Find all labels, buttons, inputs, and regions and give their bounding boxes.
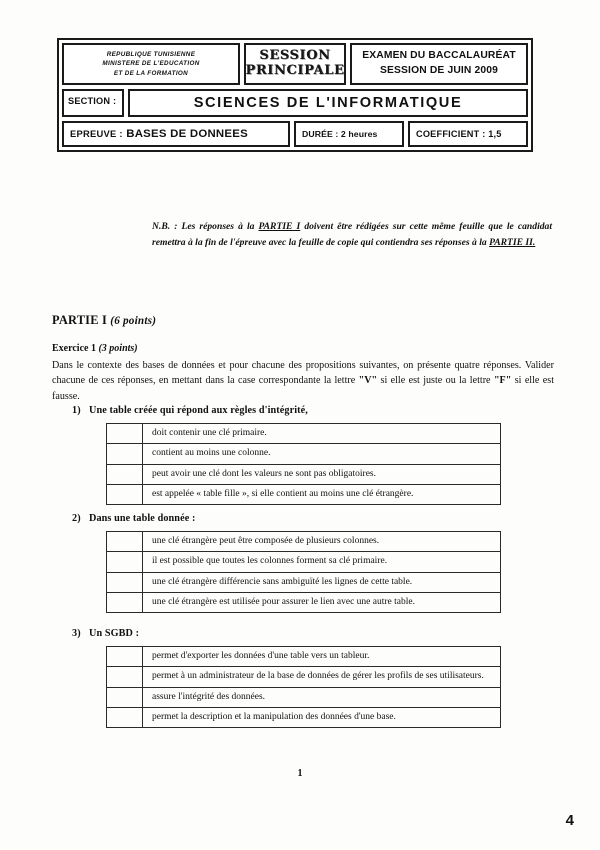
answer-text: permet la description et la manipulation des données d'une base. — [143, 707, 501, 727]
table-row — [107, 464, 501, 484]
section-value: SCIENCES DE L'INFORMATIQUE — [193, 94, 463, 111]
answer-checkbox-cell[interactable] — [107, 687, 143, 707]
epreuve-label: EPREUVE : — [70, 127, 123, 139]
answer-text: doit contenir une clé primaire. — [143, 424, 501, 444]
intro-text-a: Dans le contexte des bases de données et pour chacune des propositions suivantes, on présente quatre réponses. Valider chacune de ces réponses, en mettant dans la case correspondante la lettre — [52, 360, 554, 387]
page-number: 1 — [297, 768, 303, 779]
partie-title-text: PARTIE I — [52, 313, 107, 327]
partie-points: (6 points) — [110, 315, 157, 327]
table-row — [107, 484, 501, 504]
table-row — [107, 424, 501, 444]
answer-text: assure l'intégrité des données. — [143, 687, 501, 707]
nb-note — [152, 219, 552, 250]
nb-label: N.B. : — [152, 221, 178, 232]
question-1-number: 1) — [72, 405, 81, 416]
ministry-cell — [62, 43, 240, 85]
answer-checkbox-cell[interactable] — [107, 552, 143, 572]
section-label-cell — [62, 89, 124, 117]
answer-text: une clé étrangère différencie sans ambiguïté les lignes de cette table. — [143, 572, 501, 592]
answer-checkbox-cell[interactable] — [107, 647, 143, 667]
ministry-line-2: MINISTERE DE L'EDUCATION — [102, 60, 200, 68]
question-1-prompt — [72, 405, 504, 416]
question-2 — [72, 513, 504, 613]
table-row — [107, 707, 501, 727]
corner-page-number: 4 — [565, 812, 574, 829]
answer-checkbox-cell[interactable] — [107, 464, 143, 484]
session-cell — [244, 43, 346, 85]
answer-text: peut avoir une clé dont les valeurs ne sont pas obligatoires. — [143, 464, 501, 484]
partie-heading — [52, 313, 156, 328]
answer-checkbox-cell[interactable] — [107, 592, 143, 612]
nb-ref-partie-2: PARTIE II. — [489, 236, 536, 248]
answer-text: est appelée « table fille », si elle contient au moins une clé étrangère. — [143, 484, 501, 504]
question-3-number: 3) — [72, 628, 81, 639]
exercice-points: (3 points) — [98, 343, 138, 354]
question-2-answer-table — [106, 531, 501, 613]
question-1 — [72, 405, 504, 505]
intro-text-b: si elle est juste ou la lettre — [377, 375, 494, 387]
question-3-prompt — [72, 628, 504, 639]
nb-ref-partie-1: PARTIE I — [258, 221, 301, 232]
session-line-1: SESSION — [259, 48, 331, 64]
header-row-section — [62, 89, 528, 117]
answer-text: contient au moins une colonne. — [143, 444, 501, 464]
answer-text: il est possible que toutes les colonnes forment sa clé primaire. — [143, 552, 501, 572]
answer-checkbox-cell[interactable] — [107, 484, 143, 504]
epreuve-text — [70, 128, 248, 140]
answer-checkbox-cell[interactable] — [107, 707, 143, 727]
epreuve-cell — [62, 121, 290, 147]
question-1-text: Une table créée qui répond aux règles d'intégrité, — [89, 405, 308, 416]
answer-text: permet à un administrateur de la base de données de gérer les profils de ses utilisateurs. — [143, 667, 501, 687]
table-row — [107, 687, 501, 707]
coefficient-value: COEFFICIENT : 1,5 — [416, 128, 502, 139]
answer-checkbox-cell[interactable] — [107, 424, 143, 444]
answer-text: une clé étrangère est utilisée pour assurer le lien avec une autre table. — [143, 592, 501, 612]
exercice-heading — [52, 343, 138, 354]
exercice-title-text: Exercice 1 — [52, 343, 96, 354]
header-row-top — [62, 43, 528, 85]
table-row — [107, 532, 501, 552]
table-row — [107, 444, 501, 464]
intro-text-c: si elle est fausse. — [52, 375, 554, 402]
header-row-epreuve — [62, 121, 528, 147]
exam-header-box — [57, 38, 533, 152]
question-3-answer-table — [106, 646, 501, 728]
section-label: SECTION : — [68, 95, 117, 106]
answer-checkbox-cell[interactable] — [107, 444, 143, 464]
exam-line-1: EXAMEN DU BACCALAURÉAT — [362, 50, 516, 61]
table-row — [107, 572, 501, 592]
answer-checkbox-cell[interactable] — [107, 667, 143, 687]
session-line-2: PRINCIPALE — [245, 62, 345, 78]
question-2-prompt — [72, 513, 504, 524]
ministry-line-1: REPUBLIQUE TUNISIENNE — [106, 50, 196, 58]
table-row — [107, 647, 501, 667]
duree-cell — [294, 121, 404, 147]
question-2-text: Dans une table donnée : — [89, 513, 196, 524]
question-3-text: Un SGBD : — [89, 628, 140, 639]
answer-text: permet d'exporter les données d'une table vers un tableur. — [143, 647, 501, 667]
nb-text-2: doivent être rédigées sur cette même feuille que le candidat remettra à la fin de l'épreuve avec la feuille de copie qui contiendra ses réponses à la — [152, 221, 552, 248]
ministry-line-3: ET DE LA FORMATION — [113, 70, 189, 78]
exam-cell — [350, 43, 528, 85]
question-3 — [72, 628, 504, 728]
answer-text: une clé étrangère peut être composée de plusieurs colonnes. — [143, 532, 501, 552]
table-row — [107, 552, 501, 572]
coefficient-cell — [408, 121, 528, 147]
epreuve-value: BASES DE DONNEES — [126, 127, 248, 140]
table-row — [107, 667, 501, 687]
exam-line-2: SESSION DE JUIN 2009 — [379, 64, 499, 76]
exercice-instructions — [52, 358, 554, 404]
section-value-cell — [128, 89, 528, 117]
intro-letter-v: "V" — [358, 375, 378, 387]
question-2-number: 2) — [72, 513, 81, 524]
intro-letter-f: "F" — [493, 375, 512, 387]
answer-checkbox-cell[interactable] — [107, 532, 143, 552]
nb-text-1: Les réponses à la — [181, 221, 259, 232]
table-row — [107, 592, 501, 612]
question-1-answer-table — [106, 423, 501, 505]
answer-checkbox-cell[interactable] — [107, 572, 143, 592]
duree-value: DURÉE : 2 heures — [302, 128, 378, 139]
